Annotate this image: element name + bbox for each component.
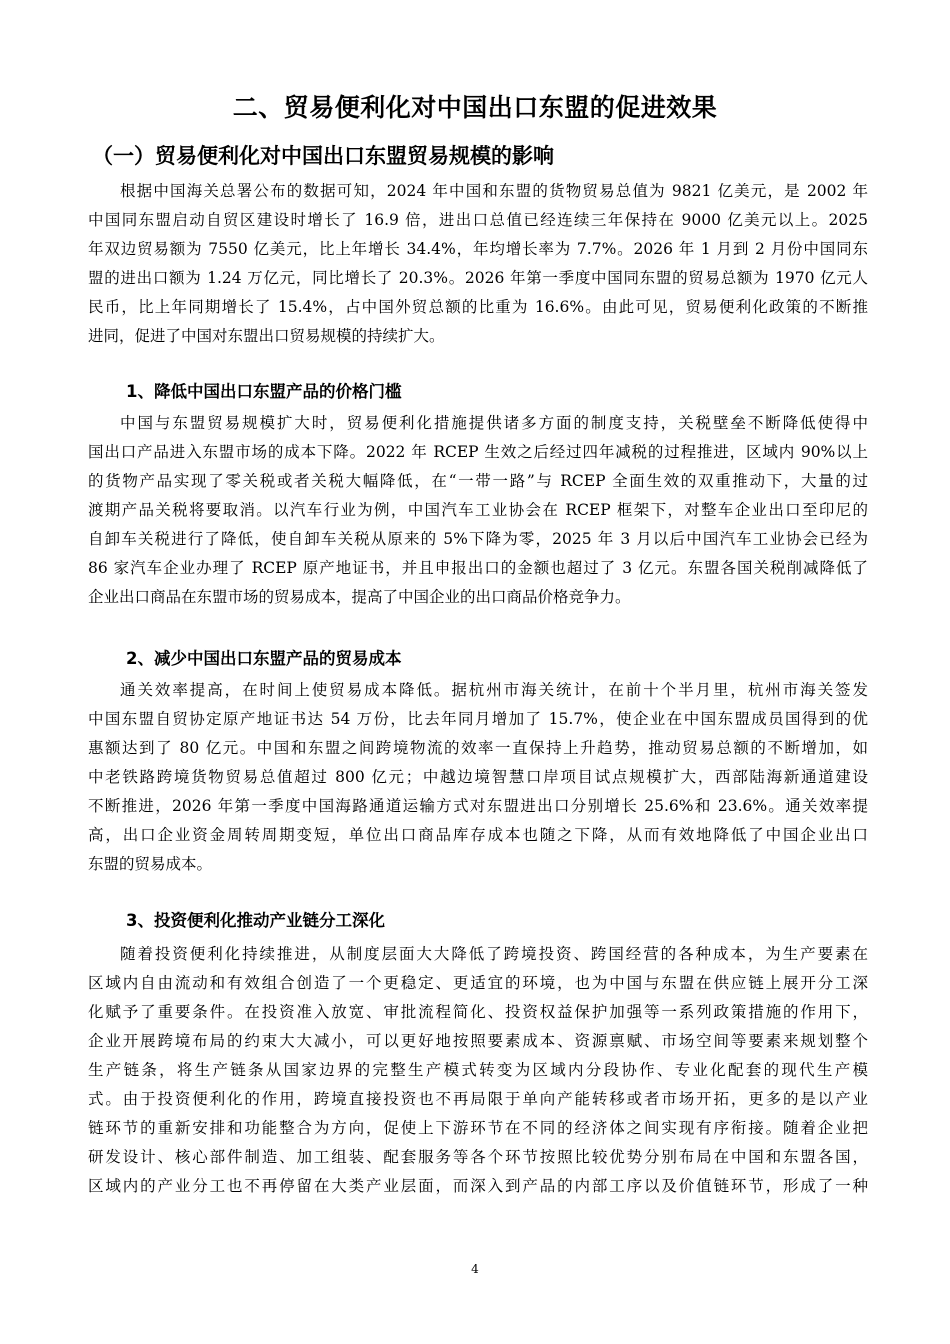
paragraph-line: 根据中国海关总署公布的数据可知，2024 年中国和东盟的货物贸易总值为 9821 亿美元，是 2002 年: [120, 182, 868, 200]
subsection-heading: （一）贸易便利化对中国出口东盟贸易规模的影响: [92, 144, 554, 168]
paragraph-line: 中国同东盟启动自贸区建设时增长了 16.9 倍，进出口总值已经连续三年保持在 9000 亿美元以上。2025: [88, 211, 868, 229]
paragraph-line: 生产链条，将生产链条从国家边界的完整生产模式转变为区域内分段协作、专业化配套的现代生产模: [88, 1061, 868, 1079]
paragraph-line: 中国与东盟贸易规模扩大时，贸易便利化措施提供诸多方面的制度支持，关税壁垒不断降低使得中: [120, 414, 868, 432]
paragraph-line: 式。由于投资便利化的作用，跨境直接投资也不再局限于单向产能转移或者市场开拓，更多的是以产业: [88, 1090, 868, 1108]
paragraph-line: 国出口产品进入东盟市场的成本下降。2022 年 RCEP 生效之后经过四年减税的过程推进，区域内 90%以上: [88, 443, 868, 461]
paragraph-line: 民币，比上年同期增长了 15.4%，占中国外贸总额的比重为 16.6%。由此可见，贸易便利化政策的不断推: [88, 298, 868, 316]
paragraph-line: 进同，促进了中国对东盟出口贸易规模的持续扩大。: [88, 327, 445, 345]
paragraph-line: 区域内的产业分工也不再停留在大类产业层面，而深入到产品的内部工序以及价值链环节，形成了一种: [88, 1177, 868, 1195]
paragraph-line: 中国东盟自贸协定原产地证书达 54 万份，比去年同月增加了 15.7%，使企业在中国东盟成员国得到的优: [88, 710, 868, 728]
paragraph-line: 中老铁路跨境货物贸易总值超过 800 亿元；中越边境智慧口岸项目试点规模扩大，西部陆海新通道建设: [88, 768, 868, 786]
paragraph-line: 研发设计、核心部件制造、加工组装、配套服务等各个环节按照比较优势分别布局在中国和东盟各国，: [88, 1148, 868, 1166]
paragraph-line: 的货物产品实现了零关税或者关税大幅降低，在“一带一路”与 RCEP 全面生效的双重推动下，大量的过: [88, 472, 868, 490]
paragraph-line: 年双边贸易额为 7550 亿美元，比上年增长 34.4%，年均增长率为 7.7%。2026 年 1 月到 2 月份中国同东: [88, 240, 868, 258]
paragraph-line: 东盟的贸易成本。: [88, 855, 213, 873]
section-1-heading: 1、降低中国出口东盟产品的价格门槛: [126, 382, 402, 401]
paragraph-line: 链环节的重新安排和功能整合为方向，促使上下游环节在不同的经济体之间实现有序衔接。随着企业把: [88, 1119, 868, 1137]
paragraph-line: 不断推进，2026 年第一季度中国海路通道运输方式对东盟进出口分别增长 25.6%和 23.6%。通关效率提: [88, 797, 868, 815]
paragraph-line: 盟的进出口额为 1.24 万亿元，同比增长了 20.3%。2026 年第一季度中国同东盟的贸易总额为 1970 亿元人: [88, 269, 868, 287]
paragraph-line: 随着投资便利化持续推进，从制度层面大大降低了跨境投资、跨国经营的各种成本，为生产要素在: [120, 945, 868, 963]
section-3-heading: 3、投资便利化推动产业链分工深化: [126, 911, 385, 930]
paragraph-line: 化赋予了重要条件。在投资准入放宽、审批流程简化、投资权益保护加强等一系列政策措施的作用下，: [88, 1003, 868, 1021]
paragraph-line: 企业开展跨境布局的约束大大减小，可以更好地按照要素成本、资源禀赋、市场空间等要素来规划整个: [88, 1032, 868, 1050]
paragraph-line: 渡期产品关税将要取消。以汽车行业为例，中国汽车工业协会在 RCEP 框架下，对整车企业出口至印尼的: [88, 501, 868, 519]
paragraph-line: 惠额达到了 80 亿元。中国和东盟之间跨境物流的效率一直保持上升趋势，推动贸易总额的不断增加，如: [88, 739, 868, 757]
section-2-heading: 2、减少中国出口东盟产品的贸易成本: [126, 649, 402, 668]
paragraph-line: 86 家汽车企业办理了 RCEP 原产地证书，并且申报出口的金额也超过了 3 亿元。东盟各国关税削减降低了: [88, 559, 868, 577]
paragraph-line: 自卸车关税进行了降低，使自卸车关税从原来的 5%下降为零，2025 年 3 月以后中国汽车工业协会已经为: [88, 530, 868, 548]
paragraph-line: 企业出口商品在东盟市场的贸易成本，提高了中国企业的出口商品价格竞争力。: [88, 588, 631, 606]
page-number: 4: [471, 1262, 479, 1276]
section-heading: 二、贸易便利化对中国出口东盟的促进效果: [232, 93, 718, 122]
paragraph-line: 高，出口企业资金周转周期变短，单位出口商品库存成本也随之下降，从而有效地降低了中国企业出口: [88, 826, 868, 844]
paragraph-line: 通关效率提高，在时间上使贸易成本降低。据杭州市海关统计，在前十个半月里，杭州市海关签发: [120, 681, 868, 699]
paragraph-line: 区域内自由流动和有效组合创造了一个更稳定、更适宜的环境，也为中国与东盟在供应链上展开分工深: [88, 974, 868, 992]
